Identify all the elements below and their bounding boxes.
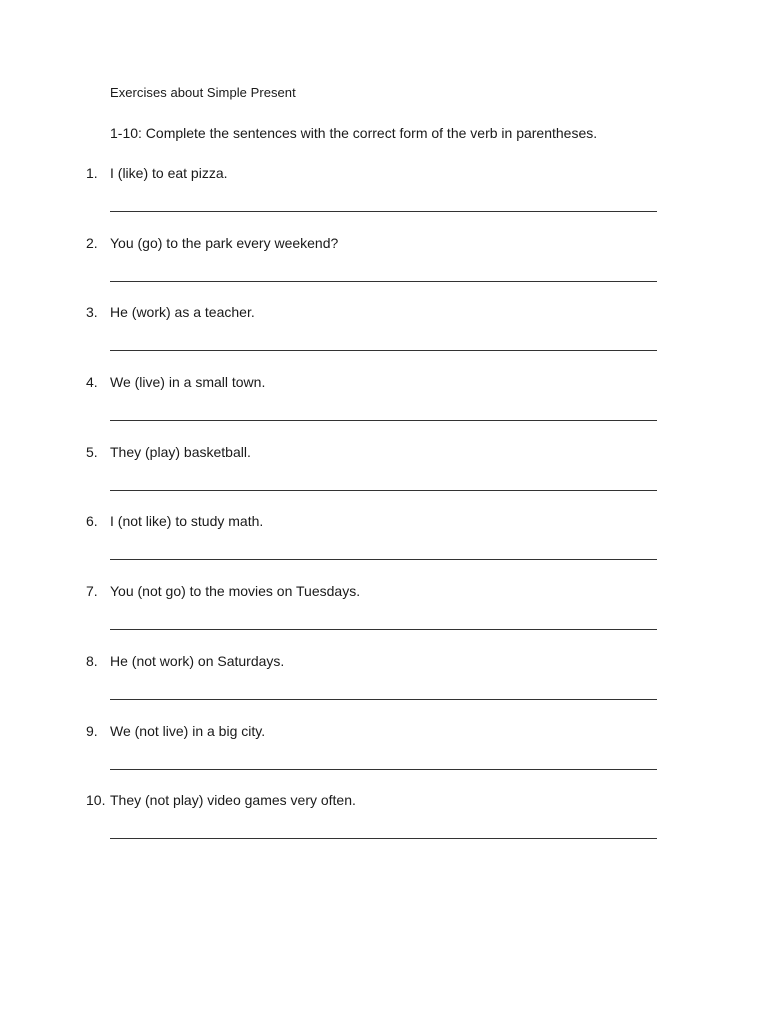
exercise-number: 3. [86, 304, 98, 321]
exercise-item [0, 583, 768, 653]
answer-line [110, 629, 657, 630]
answer-line [110, 490, 657, 491]
exercise-sentence: We (not live) in a big city. [110, 722, 266, 739]
exercise-item [0, 235, 768, 305]
exercise-sentence: You (go) to the park every weekend? [110, 234, 339, 251]
answer-line [110, 420, 657, 421]
exercise-item [0, 374, 768, 444]
exercise-number: 10. [86, 792, 106, 809]
answer-line [110, 350, 657, 351]
answer-line [110, 211, 657, 212]
exercise-item [0, 444, 768, 514]
exercise-sentence: I (like) to eat pizza. [110, 165, 228, 181]
exercise-sentence: We (live) in a small town. [110, 374, 266, 391]
exercise-sentence: You (not go) to the movies on Tuesdays. [110, 583, 361, 600]
exercise-item [0, 165, 768, 235]
exercise-list [0, 165, 768, 862]
answer-line [110, 559, 657, 560]
exercise-item [0, 792, 768, 862]
exercise-number: 9. [86, 722, 98, 739]
answer-line [110, 838, 657, 839]
exercise-number: 5. [86, 443, 98, 460]
exercise-number: 4. [86, 374, 98, 391]
exercise-item [0, 653, 768, 723]
exercise-number: 1. [86, 165, 98, 181]
exercise-sentence: He (work) as a teacher. [110, 304, 255, 321]
answer-line [110, 769, 657, 770]
answer-line [110, 699, 657, 700]
exercise-item [0, 304, 768, 374]
exercise-item [0, 723, 768, 793]
document-title: Exercises about Simple Present [110, 85, 296, 100]
exercise-sentence: I (not like) to study math. [110, 513, 264, 530]
exercise-number: 2. [86, 234, 98, 251]
exercise-number: 8. [86, 652, 98, 669]
exercise-number: 6. [86, 513, 98, 530]
instructions-text: 1-10: Complete the sentences with the correct form of the verb in parentheses. [110, 125, 598, 141]
exercise-sentence: He (not work) on Saturdays. [110, 652, 285, 669]
exercise-sentence: They (play) basketball. [110, 443, 251, 460]
exercise-item [0, 513, 768, 583]
exercise-sentence: They (not play) video games very often. [110, 792, 356, 809]
answer-line [110, 281, 657, 282]
exercise-number: 7. [86, 583, 98, 600]
